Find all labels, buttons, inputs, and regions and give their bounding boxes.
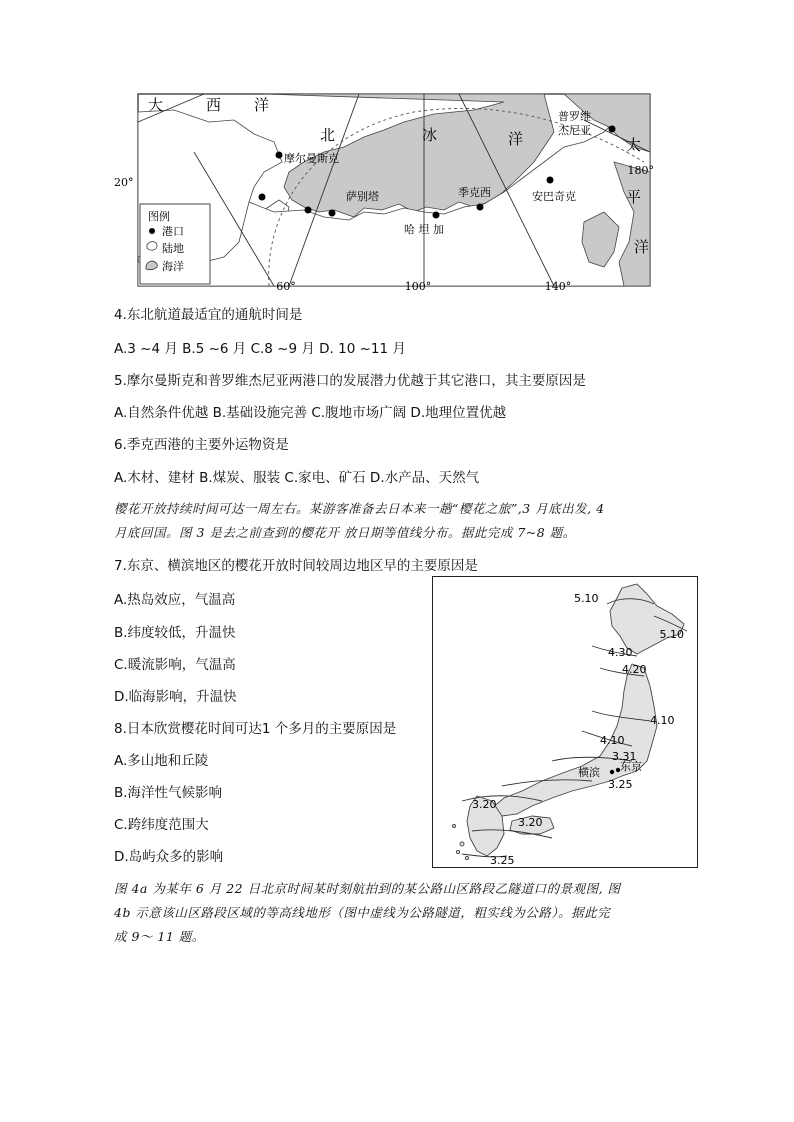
ocean-label: 洋 (508, 130, 524, 148)
port-murmansk (276, 152, 283, 159)
japan-cherry-blossom-map (432, 576, 698, 868)
port-label: 普罗维 (558, 110, 591, 123)
port-label: 杰尼亚 (558, 124, 591, 137)
isoline-label: 3.20 (518, 816, 543, 829)
port-label: 安巴奇克 (532, 190, 576, 203)
port-2 (305, 207, 312, 214)
ocean-label: 平 (626, 188, 642, 206)
ocean-label: 大 (148, 96, 164, 114)
degree-label: 180° (627, 164, 654, 177)
city-label: 东京 (620, 760, 642, 773)
ocean-label: 洋 (254, 96, 270, 114)
passage-7-8-line2: 月底回国。图 3 是去之前查到的樱花开 放日期等值线分布。据此完成 7~8 题。 (114, 525, 576, 540)
question-8: 8.日本欣赏樱花时间可达1 个多月的主要原因是 (114, 721, 397, 737)
port-anbaqike (547, 177, 554, 184)
port-label: 哈 坦 加 (404, 223, 444, 236)
question-7-option-c: C.暖流影响，气温高 (114, 657, 236, 673)
question-4: 4.东北航道最适宜的通航时间是 (114, 307, 303, 323)
legend-land: 陆地 (162, 242, 184, 255)
isoline-label: 4.20 (622, 663, 647, 676)
question-7-option-a: A.热岛效应，气温高 (114, 592, 236, 608)
isoline-label: 4.10 (650, 714, 675, 727)
isoline-label: 3.25 (608, 778, 633, 791)
passage-9-11-line3: 成 9～ 11 题。 (114, 929, 205, 944)
degree-label: 100° (404, 280, 432, 292)
passage-9-11-line2: 4b 示意该山区路段区域的等高线地形（图中虚线为公路隧道，粗实线为公路）。据此完 (114, 905, 611, 920)
northeast-passage-map (114, 92, 654, 292)
question-8-option-c: C.跨纬度范围大 (114, 817, 209, 833)
ocean-label: 西 (206, 96, 222, 114)
degree-label: 20° (114, 176, 134, 189)
isoline-label: 5.10 (659, 628, 684, 641)
isoline-label: 3.25 (490, 854, 515, 867)
land-icon (147, 242, 157, 251)
question-6: 6.季克西港的主要外运物资是 (114, 437, 289, 453)
port-label: 季克西 (458, 186, 491, 199)
port-label: 摩尔曼斯克 (284, 152, 339, 165)
question-7-option-d: D.临海影响，升温快 (114, 689, 237, 705)
city-label: 横滨 (578, 766, 600, 779)
question-6-options: A.木材、建材 B.煤炭、服装 C.家电、矿石 D.水产品、天然气 (114, 470, 480, 486)
question-7: 7.东京、横滨地区的樱花开放时间较周边地区早的主要原因是 (114, 558, 478, 574)
legend-title: 图例 (148, 210, 170, 223)
port-pevek (609, 126, 616, 133)
passage-7-8-line1: 樱花开放持续时间可达一周左右。某游客准备去日本来一趟“樱花之旅”,3 月底出发, 4 (114, 501, 605, 516)
question-4-options: A.3 ~4 月 B.5 ~6 月 C.8 ~9 月 D. 10 ~11 月 (114, 341, 406, 357)
isoline-label: 4.10 (600, 734, 625, 747)
question-8-option-a: A.多山地和丘陵 (114, 753, 209, 769)
legend-port: 港口 (162, 225, 184, 238)
ocean-label: 洋 (634, 238, 650, 256)
question-5-options: A.自然条件优越 B.基础设施完善 C.腹地市场广阔 D.地理位置优越 (114, 405, 507, 421)
degree-label: 60° (276, 280, 296, 292)
question-5: 5.摩尔曼斯克和普罗维杰尼亚两港口的发展潜力优越于其它港口，其主要原因是 (114, 373, 586, 389)
ocean-label: 冰 (422, 126, 438, 144)
port-label: 萨别塔 (346, 190, 379, 203)
port-jikexi (477, 204, 484, 211)
isoline-label: 4.30 (608, 646, 633, 659)
port-sabetta (329, 210, 336, 217)
ocean-icon (146, 261, 157, 269)
question-7-option-b: B.纬度较低，升温快 (114, 625, 236, 641)
ocean-label: 太 (626, 136, 642, 154)
isoline-label: 3.31 (612, 750, 637, 763)
question-8-option-d: D.岛屿众多的影响 (114, 849, 224, 865)
legend-ocean: 海洋 (162, 260, 184, 273)
question-8-option-b: B.海洋性气候影响 (114, 785, 223, 801)
port-icon (149, 228, 155, 234)
map-legend (140, 204, 210, 284)
passage-9-11-line1: 图 4a 为某年 6 月 22 日北京时间某时刻航拍到的某公路山区路段乙隧道口的景观图, 图 (114, 881, 621, 896)
ocean-label: 北 (320, 126, 336, 144)
city-yokohama-dot (610, 770, 614, 774)
isoline-label: 5.10 (574, 592, 599, 605)
port-hatanga (433, 212, 440, 219)
port-1 (259, 194, 266, 201)
isoline-label: 3.20 (472, 798, 497, 811)
degree-label: 140° (544, 280, 572, 292)
